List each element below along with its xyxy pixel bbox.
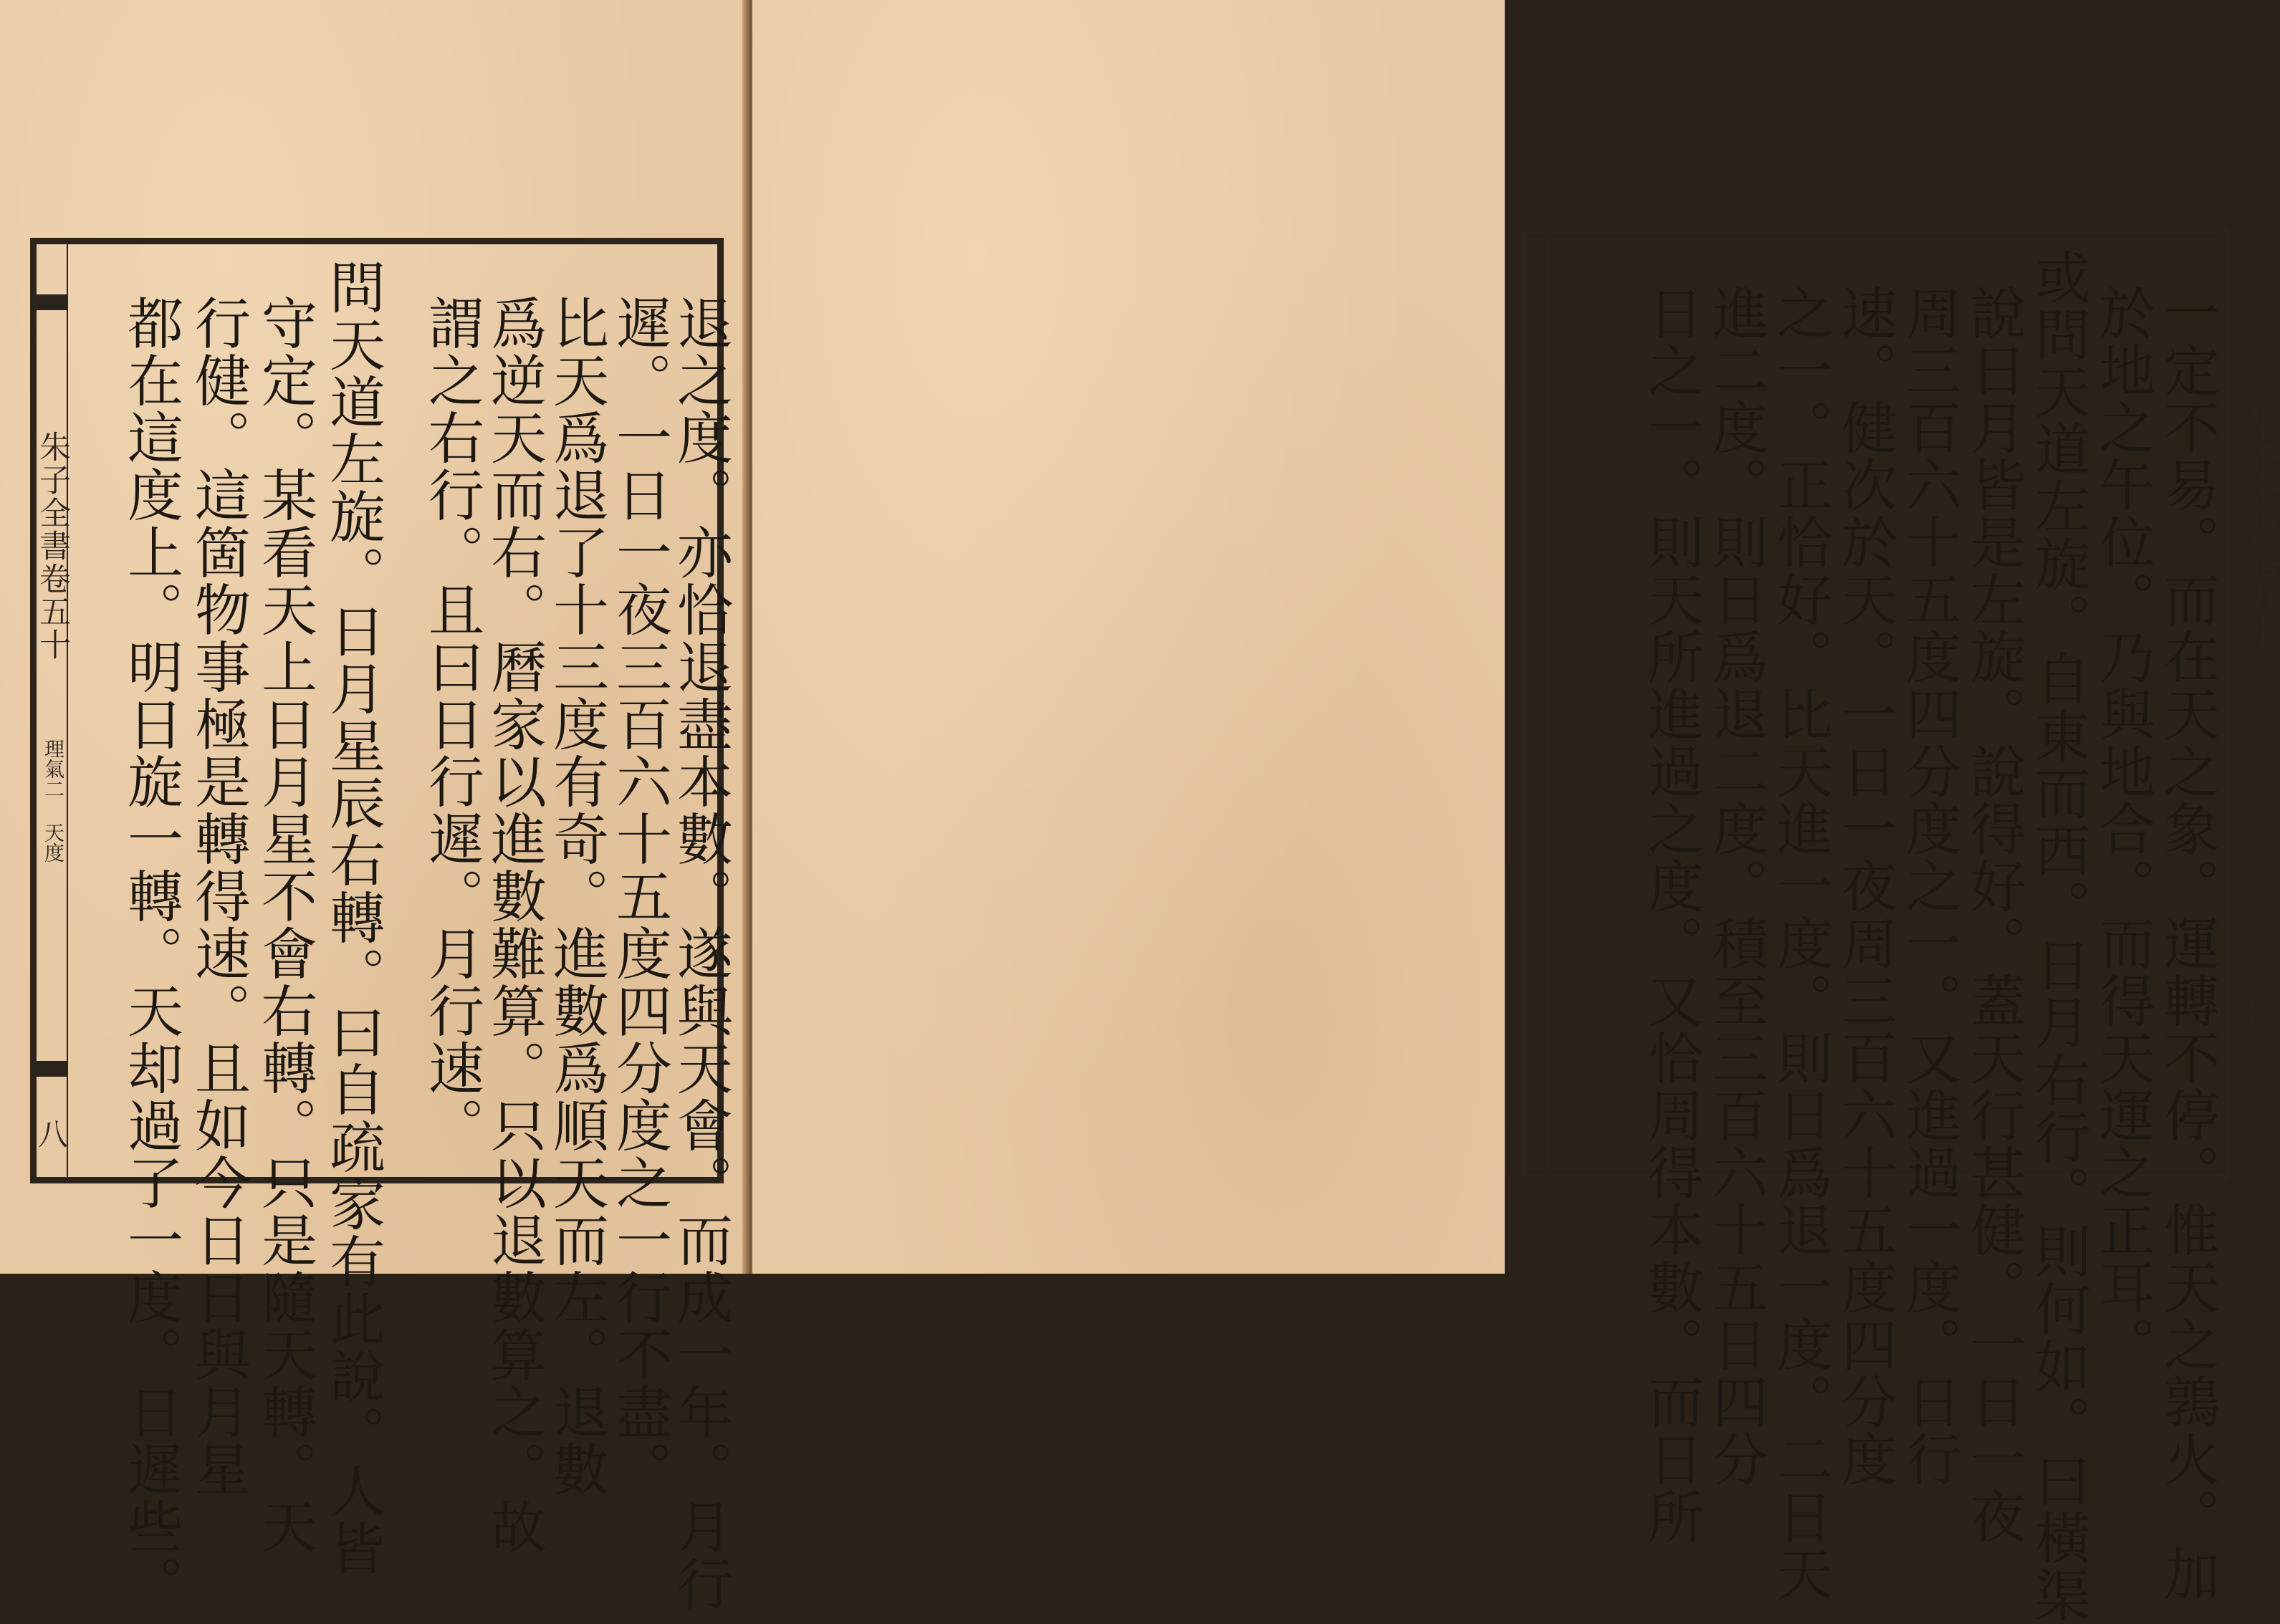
text-column: 謂之右行。且曰日行遲。月行速。 <box>419 294 484 1154</box>
fold-margin-page-number: 八 <box>38 1117 69 1152</box>
right-page <box>752 0 2280 1624</box>
text-column: 一定不易。而在天之象。運轉不停。惟天之鶉火。加 <box>2155 284 2219 1603</box>
text-column: 於地之午位。乃與地合。而得天運之正耳。 <box>2090 284 2155 1373</box>
fold-margin-rule <box>67 244 68 1177</box>
left-page <box>0 0 745 1613</box>
fold-margin-book-title: 朱子全書卷五十 <box>34 431 70 661</box>
left-fold-margin <box>34 244 70 1177</box>
text-column: 或問天道左旋。自東而西。日月右行。則何如。曰橫渠 <box>2026 249 2090 1624</box>
fold-margin-page-number: 七 <box>2231 994 2271 1028</box>
fold-margin-book-title: 朱子全書卷五十 <box>2240 406 2280 647</box>
text-column: 比天爲退了十三度有奇。進數爲順天而左。退數 <box>544 294 608 1498</box>
text-column: 進二度。則日爲退二度。積至三百六十五日四分 <box>1703 284 1768 1488</box>
text-column: 守定。某看天上日月星不會右轉。只是隨天轉。天 <box>252 294 317 1555</box>
right-page-frame <box>1520 228 2280 1624</box>
text-column: 行健。這箇物事極是轉得速。且如今日日與月星 <box>186 294 250 1498</box>
text-column: 爲逆天而右。曆家以進數難算。只以退數算之。故 <box>482 294 546 1555</box>
fold-margin-section-title: 理氣二 天度 <box>42 739 65 863</box>
text-column: 說日月皆是左旋。說得好。蓋天行甚健。一日一夜 <box>1961 284 2026 1545</box>
text-column: 之一。正恰好。比天進一度。則日爲退一度。二日天 <box>1768 284 1832 1603</box>
text-column: 遲。一日一夜三百六十五度四分度之一行不盡。 <box>607 294 671 1498</box>
text-column: 問天道左旋。日月星辰右轉。曰自疏家有此說。人皆 <box>320 259 385 1577</box>
right-fold-margin <box>2231 234 2280 1187</box>
text-column: 速。健次於天。一日一夜周三百六十五度四分度 <box>1832 284 1897 1488</box>
text-column: 退之度。亦恰退盡本數。遂與天會。而成一年。月行 <box>668 294 732 1613</box>
left-border-rule <box>1548 234 1550 1174</box>
fishtail-top-mark <box>37 294 67 310</box>
left-page-frame <box>30 238 732 1613</box>
text-column: 日之一。則天所進過之度。又恰周得本數。而日所 <box>1639 284 1703 1545</box>
text-column: 都在這度上。明日旋一轉。天却過了一度。日遲些。 <box>118 294 183 1613</box>
fishtail-bottom-mark <box>37 1061 67 1077</box>
text-column: 周三百六十五度四分度之一。又進過一度。日行 <box>1897 284 1961 1488</box>
